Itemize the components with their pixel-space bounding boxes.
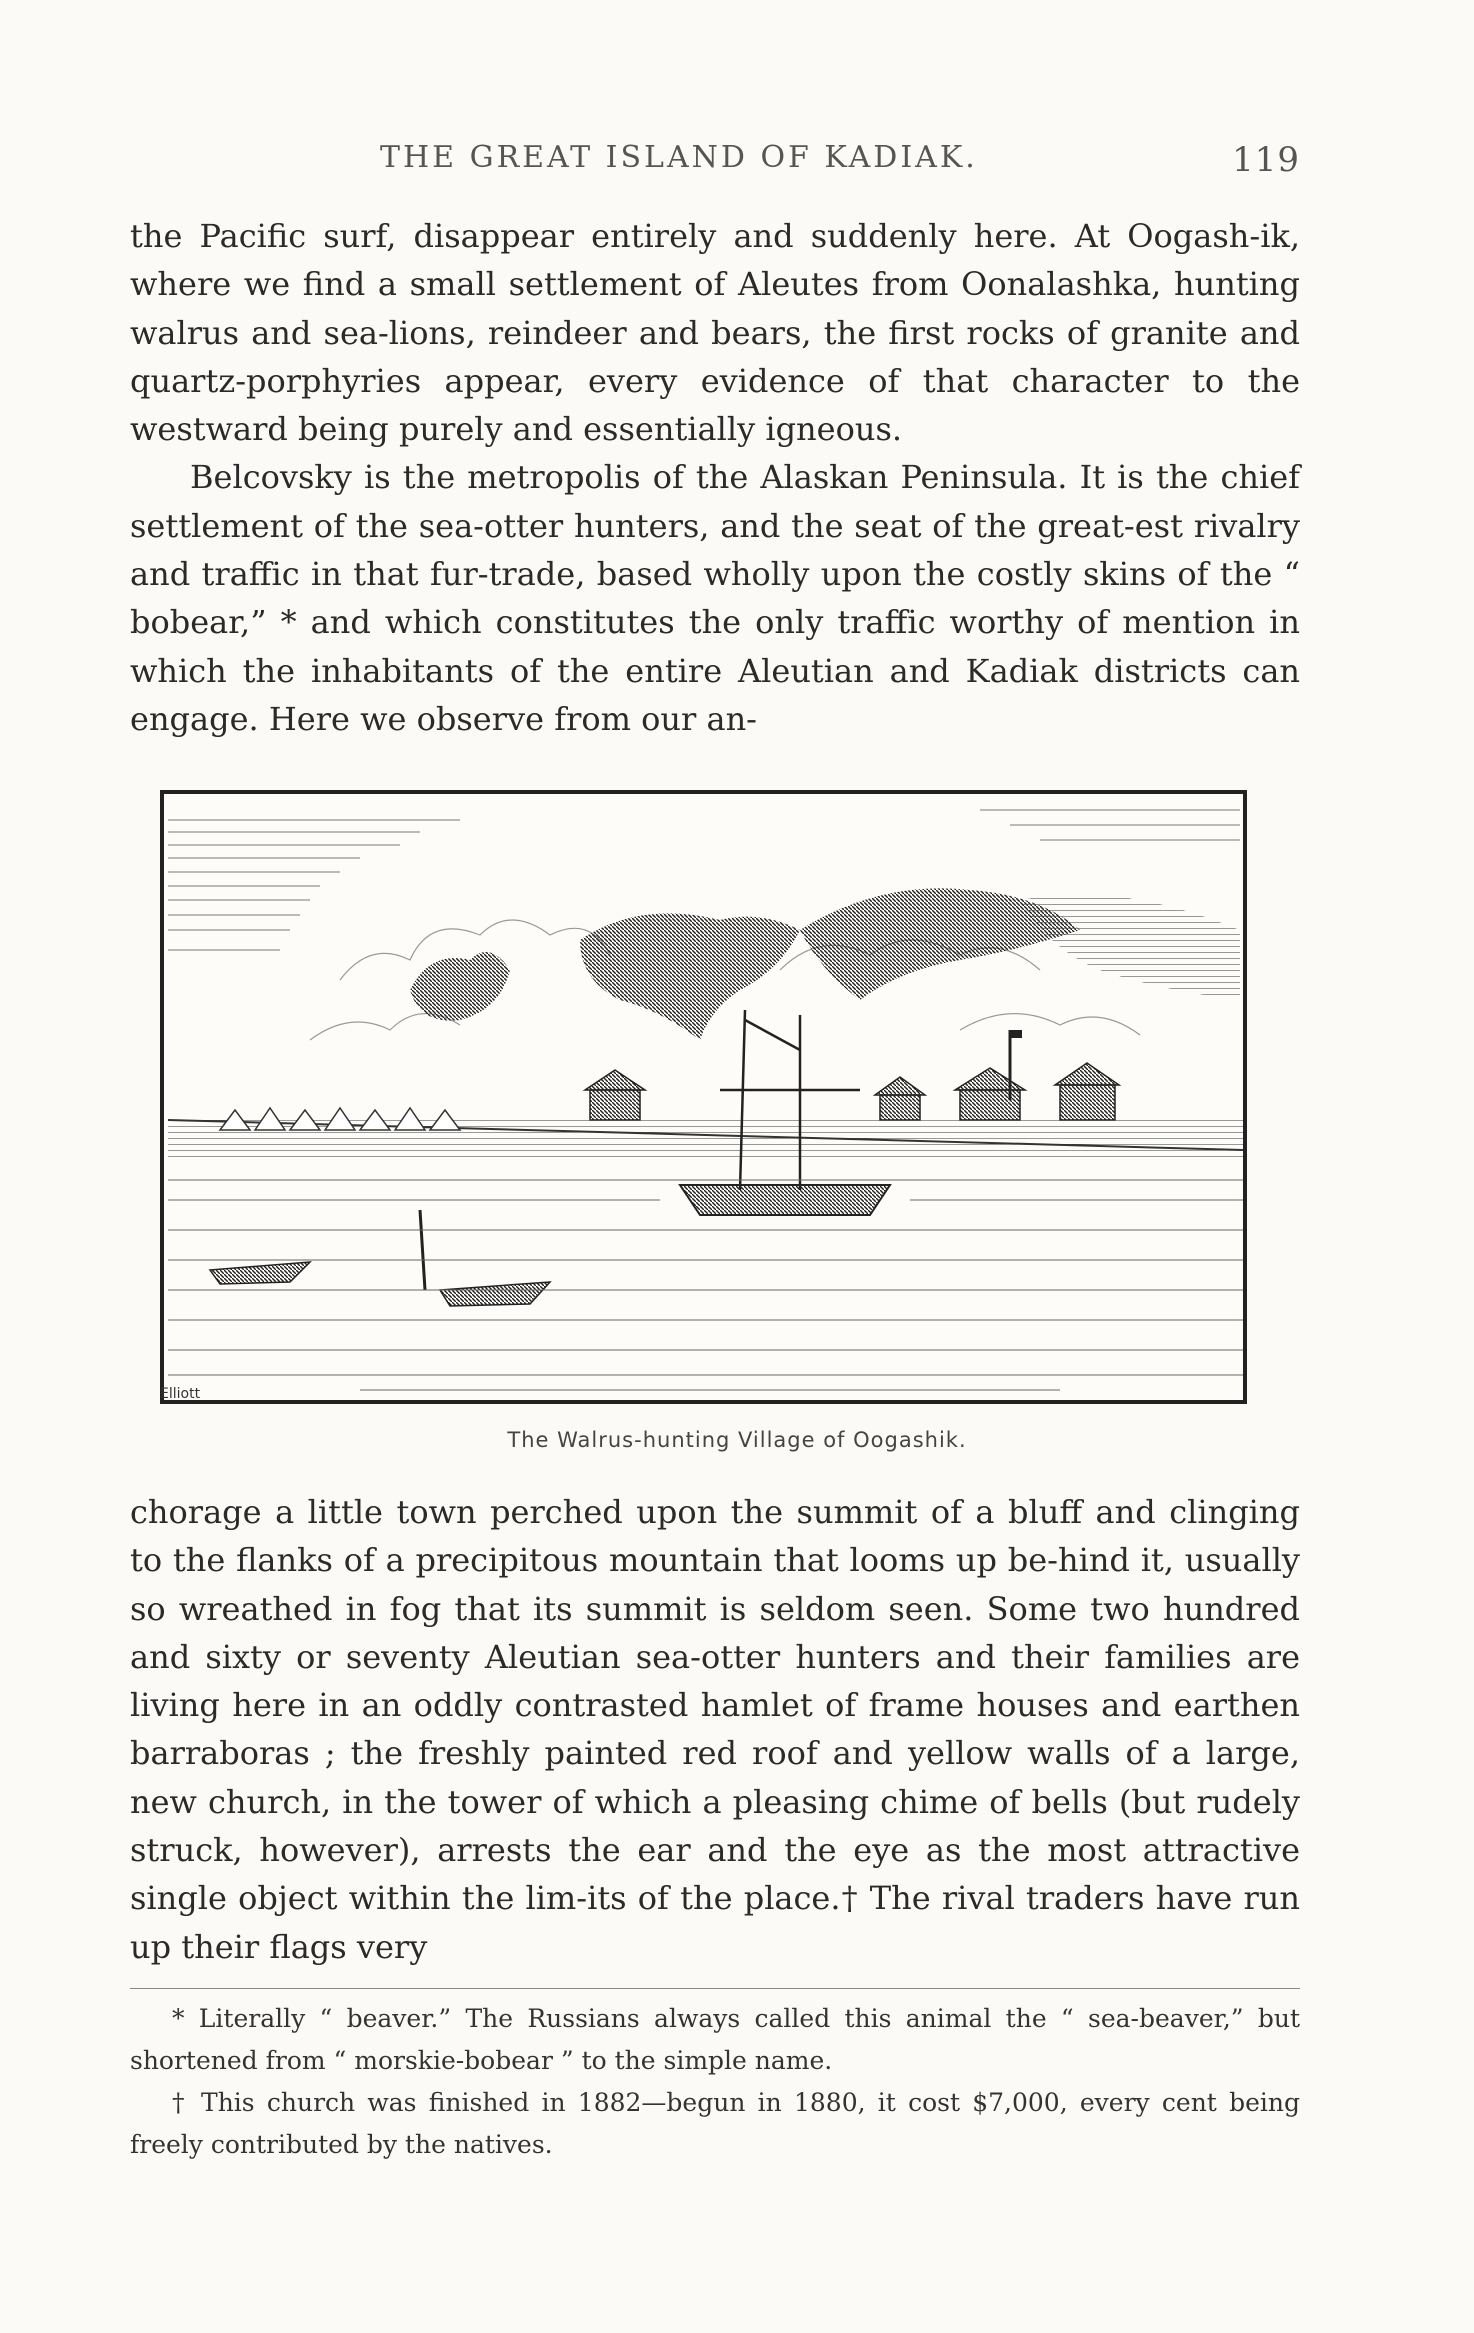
running-header: [130, 140, 1300, 190]
footnote: † This church was finished in 1882—begun in 1880, it cost $7,000, every cent being freely contributed by the natives.: [130, 2088, 1300, 2159]
body-text-top: [130, 212, 1300, 743]
page-number: 119: [1232, 140, 1300, 180]
engraving-illustration: [160, 790, 1270, 1415]
paragraph: Belcovsky is the metropolis of the Alaskan Peninsula. It is the chief settlement of the sea-otter hunters, and the seat of the great-est rivalry and traffic in that fur-trade, based wholly upon the costly skins of the “ bobear,” * and which constitutes the only traffic worthy of mention in which the inhabitants of the entire Aleutian and Kadiak districts can engage. Here we observe from our an-: [130, 458, 1300, 738]
body-text-bottom: [130, 1488, 1300, 1971]
footnote: * Literally “ beaver.” The Russians always called this animal the “ sea-beaver,” but shortened from “ morskie-bobear ” to the simple name.: [130, 2004, 1300, 2075]
paragraph: chorage a little town perched upon the summit of a bluff and clinging to the flanks of a precipitous mountain that looms up be-hind it, usually so wreathed in fog that its summit is seldom seen. Some two hundred and sixty or seventy Aleutian sea-otter hunters and their families are living here in an oddly contrasted hamlet of frame houses and earthen barraboras ; the freshly painted red roof and yellow walls of a large, new church, in the tower of which a pleasing chime of bells (but rudely struck, however), arrests the ear and the eye as the most attractive single object within the lim-its of the place.† The rival traders have run up their flags very: [130, 1493, 1300, 1966]
footnote-divider: [130, 1988, 1300, 1989]
footnotes: [130, 1998, 1300, 2166]
figure-caption: The Walrus-hunting Village of Oogashik.: [507, 1428, 967, 1452]
paragraph: the Pacific surf, disappear entirely and suddenly here. At Oogash-ik, where we find a small settlement of Aleutes from Oonalashka, hunting walrus and sea-lions, reindeer and bears, the first rocks of granite and quartz-porphyries appear, every evidence of that character to the westward being purely and essentially igneous.: [130, 217, 1300, 449]
running-title: THE GREAT ISLAND OF KADIAK.: [380, 140, 978, 175]
engraver-signature: Elliott: [160, 1386, 201, 1402]
